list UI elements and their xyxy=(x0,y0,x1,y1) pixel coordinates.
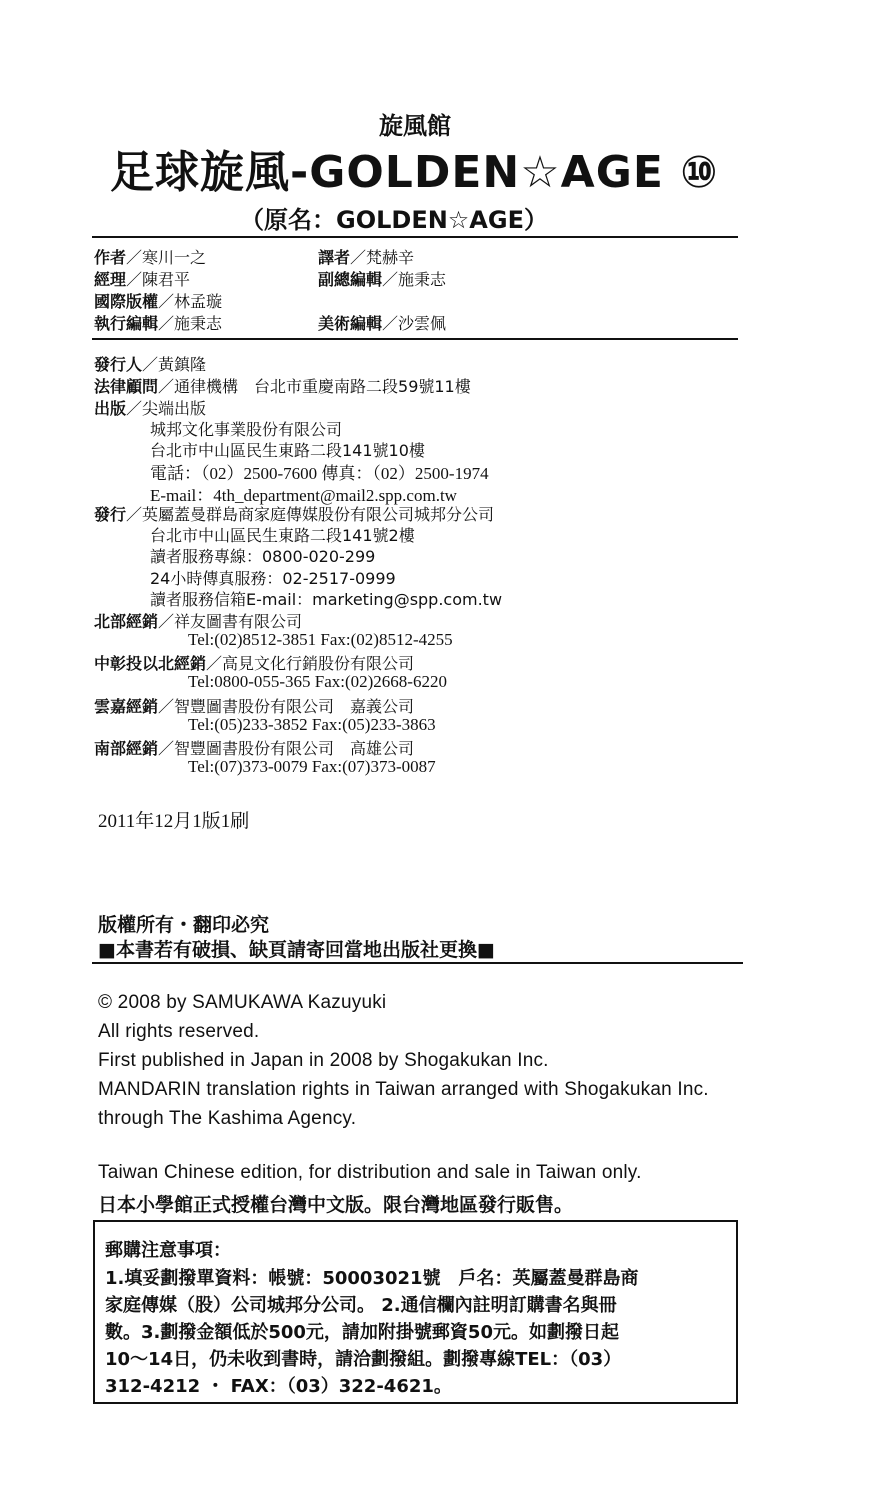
pub-value: ／英屬蓋曼群島商家庭傳媒股份有限公司城邦分公司 xyxy=(126,505,495,524)
distributor-address: 台北市中山區民生東路二段141號2樓 xyxy=(150,526,415,545)
divider xyxy=(92,338,738,340)
mail-order-title: 郵購注意事項： xyxy=(105,1240,231,1261)
central-contact: Tel:0800-055-365 Fax:(02)2668-6220 xyxy=(188,672,447,691)
legal-advisor xyxy=(94,374,471,397)
divider xyxy=(92,962,743,964)
credit-label: 作者 xyxy=(94,248,127,267)
original-title: （原名：GOLDEN☆AGE） xyxy=(240,206,548,234)
pub-value: ／高見文化行銷股份有限公司 xyxy=(206,654,415,673)
series-name: 旋風館 xyxy=(379,112,451,140)
agency-line: through The Kashima Agency. xyxy=(98,1108,357,1129)
credit-author xyxy=(94,245,206,268)
yunjia-contact: Tel:(05)233-3852 Fax:(05)233-3863 xyxy=(188,715,436,734)
credit-value: ／施秉志 xyxy=(382,270,447,289)
mail-order-line: 312-4212 ・ FAX：（03）322-4621。 xyxy=(105,1376,452,1397)
issuer xyxy=(94,352,206,375)
distribution-en: Taiwan Chinese edition, for distribution and sale in Taiwan only. xyxy=(98,1162,642,1183)
company-phone: 電話：（02）2500-7600 傳真：（02）2500-1974 xyxy=(150,464,489,483)
company-name: 城邦文化事業股份有限公司 xyxy=(150,420,343,439)
imprint xyxy=(94,396,206,419)
credit-value: ／林孟璇 xyxy=(158,292,223,311)
copyright-line: © 2008 by SAMUKAWA Kazuyuki xyxy=(98,992,387,1013)
credit-label: 副總編輯 xyxy=(318,270,383,289)
pub-label: 發行人 xyxy=(94,355,143,374)
pub-label: 發行 xyxy=(94,505,127,524)
south-distributor xyxy=(94,736,414,759)
north-contact: Tel:(02)8512-3851 Fax:(02)8512-4255 xyxy=(188,630,453,649)
credit-value: ／寒川一之 xyxy=(126,248,207,267)
pub-label: 出版 xyxy=(94,399,127,418)
mail-order-line: 10～14日，仍未收到書時，請洽劃撥組。劃撥專線TEL：（03） xyxy=(105,1349,622,1370)
credit-label: 經理 xyxy=(94,270,127,289)
credit-exec-editor xyxy=(94,311,222,334)
credit-value: ／梵赫辛 xyxy=(350,248,415,267)
pub-value: ／祥友圖書有限公司 xyxy=(158,612,303,631)
pub-label: 南部經銷 xyxy=(94,739,159,758)
company-email: E-mail：4th_department@mail2.spp.com.tw xyxy=(150,486,457,505)
credit-value: ／沙雲佩 xyxy=(382,314,447,333)
first-published-line: First published in Japan in 2008 by Shogakukan Inc. xyxy=(98,1050,549,1071)
pub-value: ／智豐圖書股份有限公司 嘉義公司 xyxy=(158,697,415,716)
central-distributor xyxy=(94,651,414,674)
pub-label: 北部經銷 xyxy=(94,612,159,631)
edition-date: 2011年12月1版1刷 xyxy=(98,811,250,832)
reader-hotline: 讀者服務專線：0800-020-299 xyxy=(150,547,376,566)
yunjia-distributor xyxy=(94,694,414,717)
mail-order-line: 數。3.劃撥金額低於500元，請加附掛號郵資50元。如劃撥日起 xyxy=(105,1322,619,1343)
credit-intl-rights xyxy=(94,289,222,312)
company-address: 台北市中山區民生東路二段141號10樓 xyxy=(150,441,425,460)
credit-label: 美術編輯 xyxy=(318,314,383,333)
credit-deputy-editor xyxy=(318,267,446,290)
credit-manager xyxy=(94,267,190,290)
credit-label: 國際版權 xyxy=(94,292,159,311)
credit-value: ／陳君平 xyxy=(126,270,191,289)
pub-label: 雲嘉經銷 xyxy=(94,697,159,716)
credit-label: 執行編輯 xyxy=(94,314,159,333)
defect-notice: ■本書若有破損、缺頁請寄回當地出版社更換■ xyxy=(98,939,495,961)
credit-art-editor xyxy=(318,311,446,334)
distribution-zh: 日本小學館正式授權台灣中文版。限台灣地區發行販售。 xyxy=(98,1194,574,1216)
mail-order-box xyxy=(93,1220,738,1404)
rights-line: All rights reserved. xyxy=(98,1021,260,1042)
translation-rights-line: MANDARIN translation rights in Taiwan arranged with Shogakukan Inc. xyxy=(98,1079,709,1100)
north-distributor xyxy=(94,609,302,632)
mail-order-line: 家庭傳媒（股）公司城邦分公司。 2.通信欄內註明訂購書名與冊 xyxy=(105,1295,617,1316)
pub-value: ／尖端出版 xyxy=(126,399,207,418)
credit-translator xyxy=(318,245,414,268)
credit-value: ／施秉志 xyxy=(158,314,223,333)
book-title: 足球旋風-GOLDEN☆AGE ⑩ xyxy=(110,147,719,198)
pub-value: ／黃鎮隆 xyxy=(142,355,207,374)
south-contact: Tel:(07)373-0079 Fax:(07)373-0087 xyxy=(188,757,436,776)
rights-reserved: 版權所有・翻印必究 xyxy=(98,914,270,936)
pub-value: ／智豐圖書股份有限公司 高雄公司 xyxy=(158,739,415,758)
credit-label: 譯者 xyxy=(318,248,351,267)
mail-order-line: 1.填妥劃撥單資料：帳號：50003021號 戶名：英屬蓋曼群島商 xyxy=(105,1268,639,1289)
pub-label: 中彰投以北經銷 xyxy=(94,654,207,673)
reader-email: 讀者服務信箱E-mail：marketing@spp.com.tw xyxy=(150,590,503,609)
divider xyxy=(92,236,738,238)
fax-service: 24小時傳真服務：02-2517-0999 xyxy=(150,569,396,588)
distributor xyxy=(94,502,494,525)
pub-value: ／通律機構 台北市重慶南路二段59號11樓 xyxy=(158,377,471,396)
pub-label: 法律顧問 xyxy=(94,377,159,396)
